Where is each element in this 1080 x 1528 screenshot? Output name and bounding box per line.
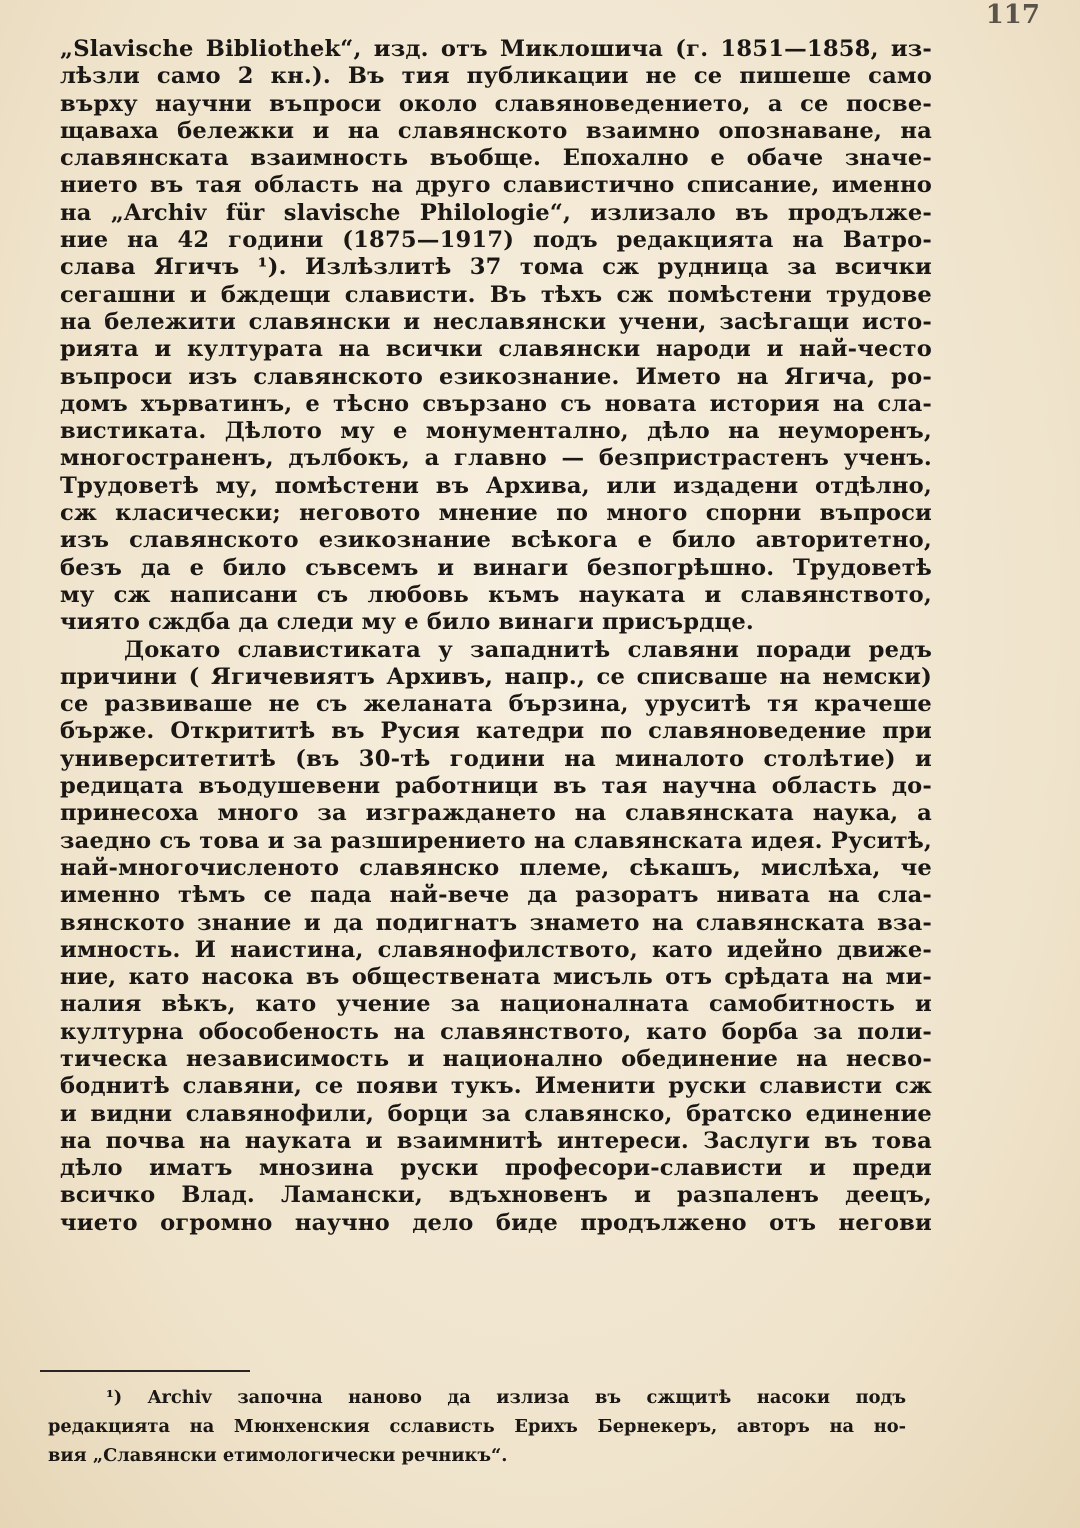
text-line: принесоха много за изграждането на славянската наука, а: [60, 800, 932, 827]
text-line: бърже. Открититѣ въ Русия катедри по славяноведение при: [60, 718, 932, 745]
text-line: сж класически; неговото мнение по много спорни въпроси: [60, 500, 932, 527]
text-line: на бележити славянски и неславянски учени, засѣгащи исто-: [60, 308, 932, 335]
text-line: дѣло иматъ мнозина руски професори-слависти и преди: [60, 1155, 932, 1182]
text-line: тическа независимость и национално обединение на несво-: [60, 1045, 932, 1072]
text-line: щаваха бележки и на славянското взаимно опознаване, на: [60, 117, 932, 144]
text-line: славянската взаимность въобще. Епохално е обаче значе-: [60, 145, 932, 172]
footnote-line: вия „Славянски етимологически речникъ“.: [48, 1445, 508, 1466]
text-line: именно тѣмъ се пада най-вече да разоратъ нивата на сла-: [60, 882, 932, 909]
text-line: причини ( Ягичевиятъ Архивъ, напр., се списваше на немски): [60, 663, 932, 690]
text-line: се развиваше не съ желаната бързина, уруситѣ тя крачеше: [60, 691, 932, 718]
text-line: сегашни и бждещи слависти. Въ тѣхъ сж помѣстени трудове: [60, 281, 932, 308]
text-line: „Slavische Bibliothek“, изд. отъ Миклошича (г. 1851—1858, из-: [60, 36, 932, 62]
text-line: налия вѣкъ, като учение за националната самобитность и: [60, 991, 932, 1018]
text-line: многостраненъ, дълбокъ, а главно — безпристрастенъ ученъ.: [60, 445, 932, 472]
text-line: Докато славистиката у западнитѣ славяни поради редъ: [124, 636, 932, 663]
text-line: всичко Влад. Ламански, вдъхновенъ и разпаленъ деецъ,: [60, 1182, 932, 1209]
text-line: редицата въодушевени работници въ тая научна область до-: [60, 773, 932, 800]
text-line: слава Ягичъ ¹). Излѣзлитѣ 37 тома сж рудница за всички: [60, 254, 932, 281]
text-line: безъ да е било съвсемъ и винаги безпогрѣшно. Трудоветѣ: [60, 554, 932, 581]
text-line: въпроси изъ славянското езикознание. Името на Ягича, ро-: [60, 363, 932, 390]
text-line: рията и културата на всички славянски народи и най-често: [60, 336, 932, 363]
page-number: 117: [985, 0, 1040, 30]
text-line: университетитѣ (въ 30-тѣ години на миналото столѣтие) и: [60, 745, 932, 772]
text-line: културна обособеность на славянството, като борба за поли-: [60, 1018, 932, 1045]
text-line: чиято сждба да следи му е било винаги присърдце.: [60, 609, 754, 636]
text-line: Трудоветѣ му, помѣстени въ Архива, или издадени отдѣлно,: [60, 472, 932, 499]
text-line: чието огромно научно дело биде продължено отъ негови: [60, 1209, 932, 1236]
text-line: и видни славянофили, борци за славянско, братско единение: [60, 1100, 932, 1127]
text-line: имность. И наистина, славянофилството, като идейно движе-: [60, 936, 932, 963]
text-line: най-многочисленото славянско племе, сѣкашъ, мислѣха, че: [60, 854, 932, 881]
footnotes: [48, 1383, 906, 1470]
footnote-line: редакцията на Мюнхенския сслависть Ерихъ Бернекеръ, авторъ на но-: [48, 1416, 906, 1437]
text-line: лѣзли само 2 кн.). Въ тия публикации не се пишеше само: [60, 63, 932, 90]
text-line: домъ хърватинъ, е тѣсно свързано съ новата история на сла-: [60, 390, 932, 417]
footnote-line: ¹) Archiv започна наново да излиза въ сжщитѣ насоки подъ: [106, 1387, 906, 1408]
text-line: нието въ тая область на друго славистично списание, именно: [60, 172, 932, 199]
text-line: вистиката. Дѣлото му е монументално, дѣло на неуморенъ,: [60, 418, 932, 445]
text-line: на „Archiv für slavische Philologie“, излизало въ продълже-: [60, 199, 932, 226]
text-line: боднитѣ славяни, се появи тукъ. Именити руски слависти сж: [60, 1073, 932, 1100]
text-line: заедно съ това и за разширението на славянската идея. Руситѣ,: [60, 827, 932, 854]
main-text: [60, 36, 932, 1237]
text-line: ние, като насока въ обществената мисъль отъ срѣдата на ми-: [60, 964, 932, 991]
text-line: върху научни въпроси около славяноведението, а се посве-: [60, 90, 932, 117]
text-line: на почва на науката и взаимнитѣ интереси. Заслуги въ това: [60, 1127, 932, 1154]
text-line: ние на 42 години (1875—1917) подъ редакцията на Ватро-: [60, 227, 932, 254]
text-line: вянското знание и да подигнатъ знамето на славянската вза-: [60, 909, 932, 936]
text-line: му сж написани съ любовь къмъ науката и славянството,: [60, 581, 932, 608]
text-line: изъ славянското езикознание всѣкога е било авторитетно,: [60, 527, 932, 554]
footnote-divider: [40, 1370, 250, 1372]
